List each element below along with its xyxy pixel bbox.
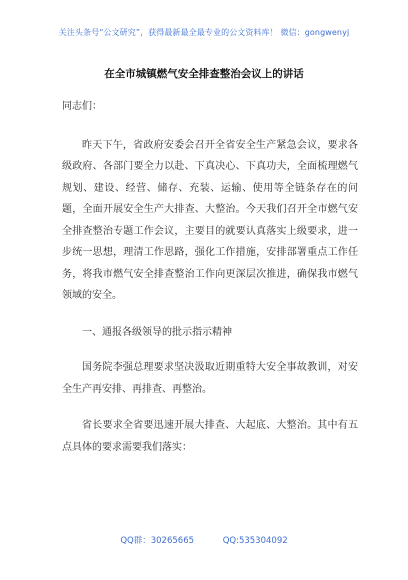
paragraph-premier: 国务院李强总理要求坚决汲取近期重特大安全事故教训，对安全生产再安排、再排查、再整治。 <box>62 362 358 395</box>
salutation: 同志们： <box>62 101 102 112</box>
footer-qq-group: QQ群：30265665 <box>120 536 195 546</box>
paragraph-intro: 昨天下午，省政府安委会召开全省安全生产紧急会议，要求各级政府、各部门要全力以赴、下真决心、下真功夫，全面梳理燃气规划、建设、经营、储存、充装、运输、使用等全链条存在的问题，全面开展安全生产大排查、大整治。今天我们召开全市燃气安全排查整治专题工作会议，主要目的就要认真落实上级要求，进一步统一思想，理清工作思路，强化工作措施，安排部署重点工作任务，将我市燃气安全排查整治工作向更深层次推进，确保我市燃气领域的安全。 <box>62 139 358 301</box>
document-title: 在全市城镇燃气安全排查整治会议上的讲话 <box>104 68 304 80</box>
paragraph-governor: 省长要求全省要迅速开展大排查、大起底、大整治。其中有五点具体的要求需要我们落实： <box>62 420 358 453</box>
footer-qq-number: QQ:535304092 <box>222 536 288 546</box>
document-body <box>62 96 358 473</box>
section-heading-1: 一、通报各级领导的批示指示精神 <box>82 326 232 338</box>
footer-contact <box>0 534 408 546</box>
header-promo-note: 关注头条号“公文研究”，获得最新最全最专业的公文资料库！ 微信：gongwenyj <box>58 28 350 37</box>
